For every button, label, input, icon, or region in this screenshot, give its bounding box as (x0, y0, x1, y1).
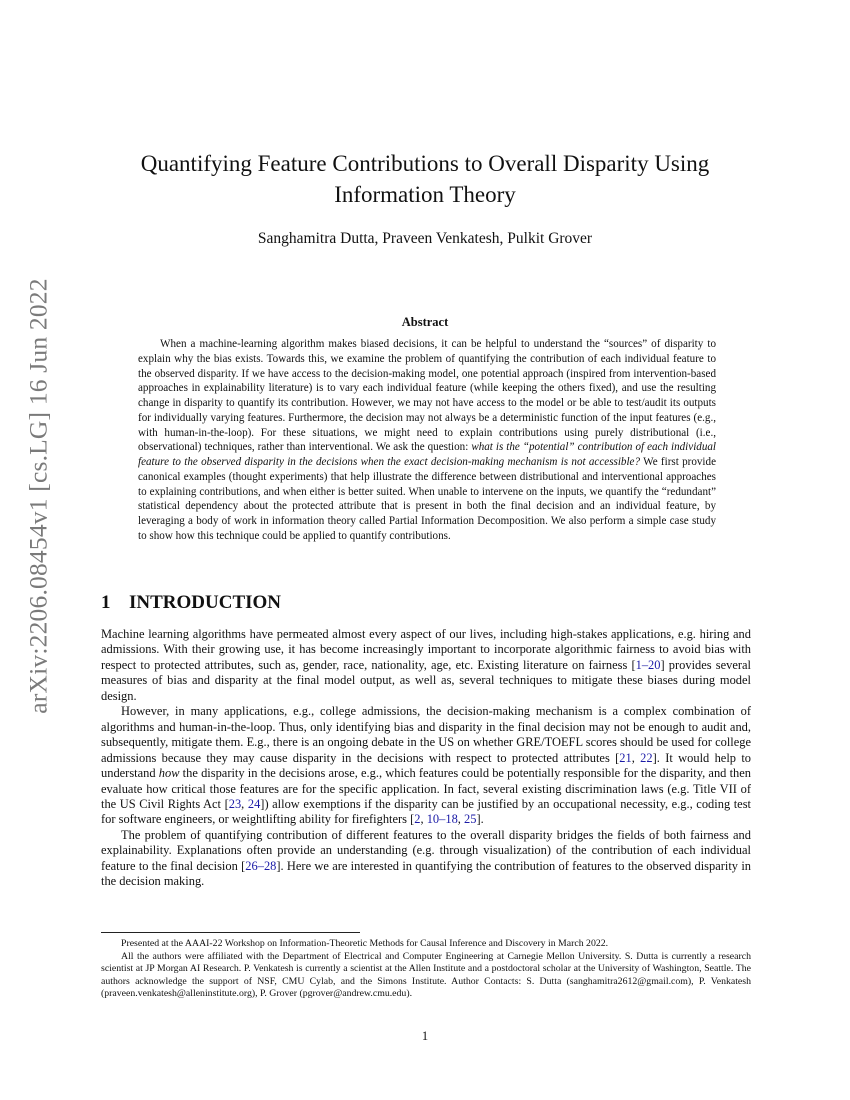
paper-title: Quantifying Feature Contributions to Overall Disparity Using Information Theory (140, 151, 710, 207)
section-title: INTRODUCTION (129, 592, 282, 613)
footnote-affiliations: All the authors were affiliated with the Department of Electrical and Computer Engineering at Carnegie Mellon University. S. Dutta is currently a research scientist at JP Morgan AI Research. P. Venkatesh is currently a scientist at the Allen Institute and a postdoctoral scholar at the University of Washington, Seattle. The authors acknowledge the support of NSF, CMU Cylab, and the Simons Institute. Author Contacts: S. Dutta (sanghamitra2612@gmail.com), P. Venkatesh (praveen.venkatesh@alleninstitute.org), P. Grover (pgrover@andrew.cmu.edu). (101, 950, 751, 999)
abstract-text-part-2: We first provide canonical examples (thought experiments) that help illustrate the difference between distributional and interventional approaches to explaining contributions, and when either is better suited. When unable to intervene on the inputs, we quantify the “redundant” statistical dependency about the protected attribute that is present in both the final decision and an individual feature, by leveraging a body of work in information theory called Partial Information Decomposition. We also perform a simple case study to show how this technique could be applied to quantify contributions. (138, 456, 716, 542)
footnotes (101, 938, 751, 1001)
citation-separator: , (420, 812, 427, 827)
citation-link[interactable]: 1–20 (635, 657, 661, 672)
intro-p3-text-b: ]. Here we are interested in quantifying the contribution of features to the observed disparity in the decision making. (101, 858, 752, 889)
intro-p2-text-b: ]. It would help to understand (101, 750, 752, 781)
citation-link[interactable]: 26–28 (245, 858, 277, 873)
abstract-text (138, 337, 716, 544)
citation-separator: , (631, 750, 641, 765)
section-number: 1 (101, 592, 111, 613)
citation-link[interactable]: 2 (414, 812, 421, 827)
intro-paragraph-1 (101, 627, 751, 704)
citation-link[interactable]: 23 (228, 796, 242, 811)
author-list: Sanghamitra Dutta, Praveen Venkatesh, Pulkit Grover (257, 230, 593, 247)
citation-separator: , (457, 812, 465, 827)
intro-p3-text-a: The problem of quantifying contribution of different features to the overall disparity bridges the fields of both fairness and explainability. Explanations often provide an understanding (e.g. through visualization) of the contribution of each individual feature to the final decision [ (101, 827, 751, 873)
intro-paragraph-3 (101, 828, 751, 890)
intro-paragraph-2 (101, 704, 751, 828)
abstract-heading: Abstract (401, 315, 449, 329)
arxiv-identifier-stamp (14, 278, 64, 714)
citation-link[interactable]: 25 (464, 812, 477, 827)
abstract-text-part-1: When a machine-learning algorithm makes biased decisions, it can be helpful to understand the “sources” of disparity to explain why the bias exists. Towards this, we examine the problem of quantifying the contribution of each individual feature to the observed disparity. If we have access to the decision-making model, one potential approach (inspired from intervention-based approaches in explainability literature) is to vary each individual feature (while keeping the others fixed), and use the resulting change in disparity to quantify its contribution. However, we may not have access to the model or be able to test/audit its outputs for individually varying features. Furthermore, the decision may not always be a deterministic function of the input features (e.g., with human-in-the-loop). For these situations, we might need to explain contributions using purely distributional (i.e., observational) techniques, rather than interventional. We ask the question: (138, 338, 716, 454)
arxiv-identifier-text: arXiv:2206.08454v1 [cs.LG] 16 Jun 2022 (24, 278, 54, 714)
citation-link[interactable]: 21 (619, 750, 632, 765)
section-heading-introduction (101, 592, 741, 614)
introduction-body (101, 627, 751, 890)
footnote-divider (101, 932, 360, 933)
citation-separator: , (241, 796, 248, 811)
intro-p2-emphasis: how (158, 766, 180, 781)
footnote-workshop: Presented at the AAAI-22 Workshop on Information-Theoretic Methods for Causal Inference and Discovery in March 2022. (121, 938, 609, 949)
intro-p2-text-e: ]. (476, 812, 484, 827)
intro-p2-text-a: However, in many applications, e.g., college admissions, the decision-making mechanism is a complex combination of algorithms and human-in-the-loop. Thus, only identifying bias and disparity in the final decision may not be enough to audit and, subsequently, mitigate them. E.g., there is an ongoing debate in the US on whether GRE/TOEFL scores should be used for college admissions because they may cause disparity in the decisions with respect to protected attributes [ (101, 704, 751, 765)
intro-p1-text-b: ] provides several measures of bias and disparity at the final model output, as well as, several techniques to mitigate these biases during model design. (101, 657, 752, 703)
citation-link[interactable]: 22 (640, 750, 653, 765)
intro-p1-text-a: Machine learning algorithms have permeated almost every aspect of our lives, including high-stakes applications, e.g. hiring and admissions. With their growing use, it has become increasingly important to incorporate algorithmic fairness to avoid bias with respect to protected attributes, such as, gender, race, nationality, age, etc. Existing literature on fairness [ (101, 627, 751, 672)
intro-p2-text-c: the disparity in the decisions arose, e.g., which features could be potentially responsible for the disparity, and then evaluate how critical those features are for the specific application. In fact, several existing discrimination laws (e.g. Title VII of the US Civil Rights Act [ (101, 766, 751, 811)
citation-link[interactable]: 24 (247, 796, 261, 811)
citation-link[interactable]: 10–18 (426, 812, 458, 827)
page-number: 1 (421, 1029, 429, 1043)
intro-p2-text-d: ]) allow exemptions if the disparity can be justified by an occupational necessity, e.g., coding test for software engineers, or weightlifting ability for firefighters [ (101, 796, 752, 827)
abstract-research-question: what is the “potential” contribution of each individual feature to the observed disparity in the decisions when the exact decision-making mechanism is not accessible? (138, 441, 716, 468)
